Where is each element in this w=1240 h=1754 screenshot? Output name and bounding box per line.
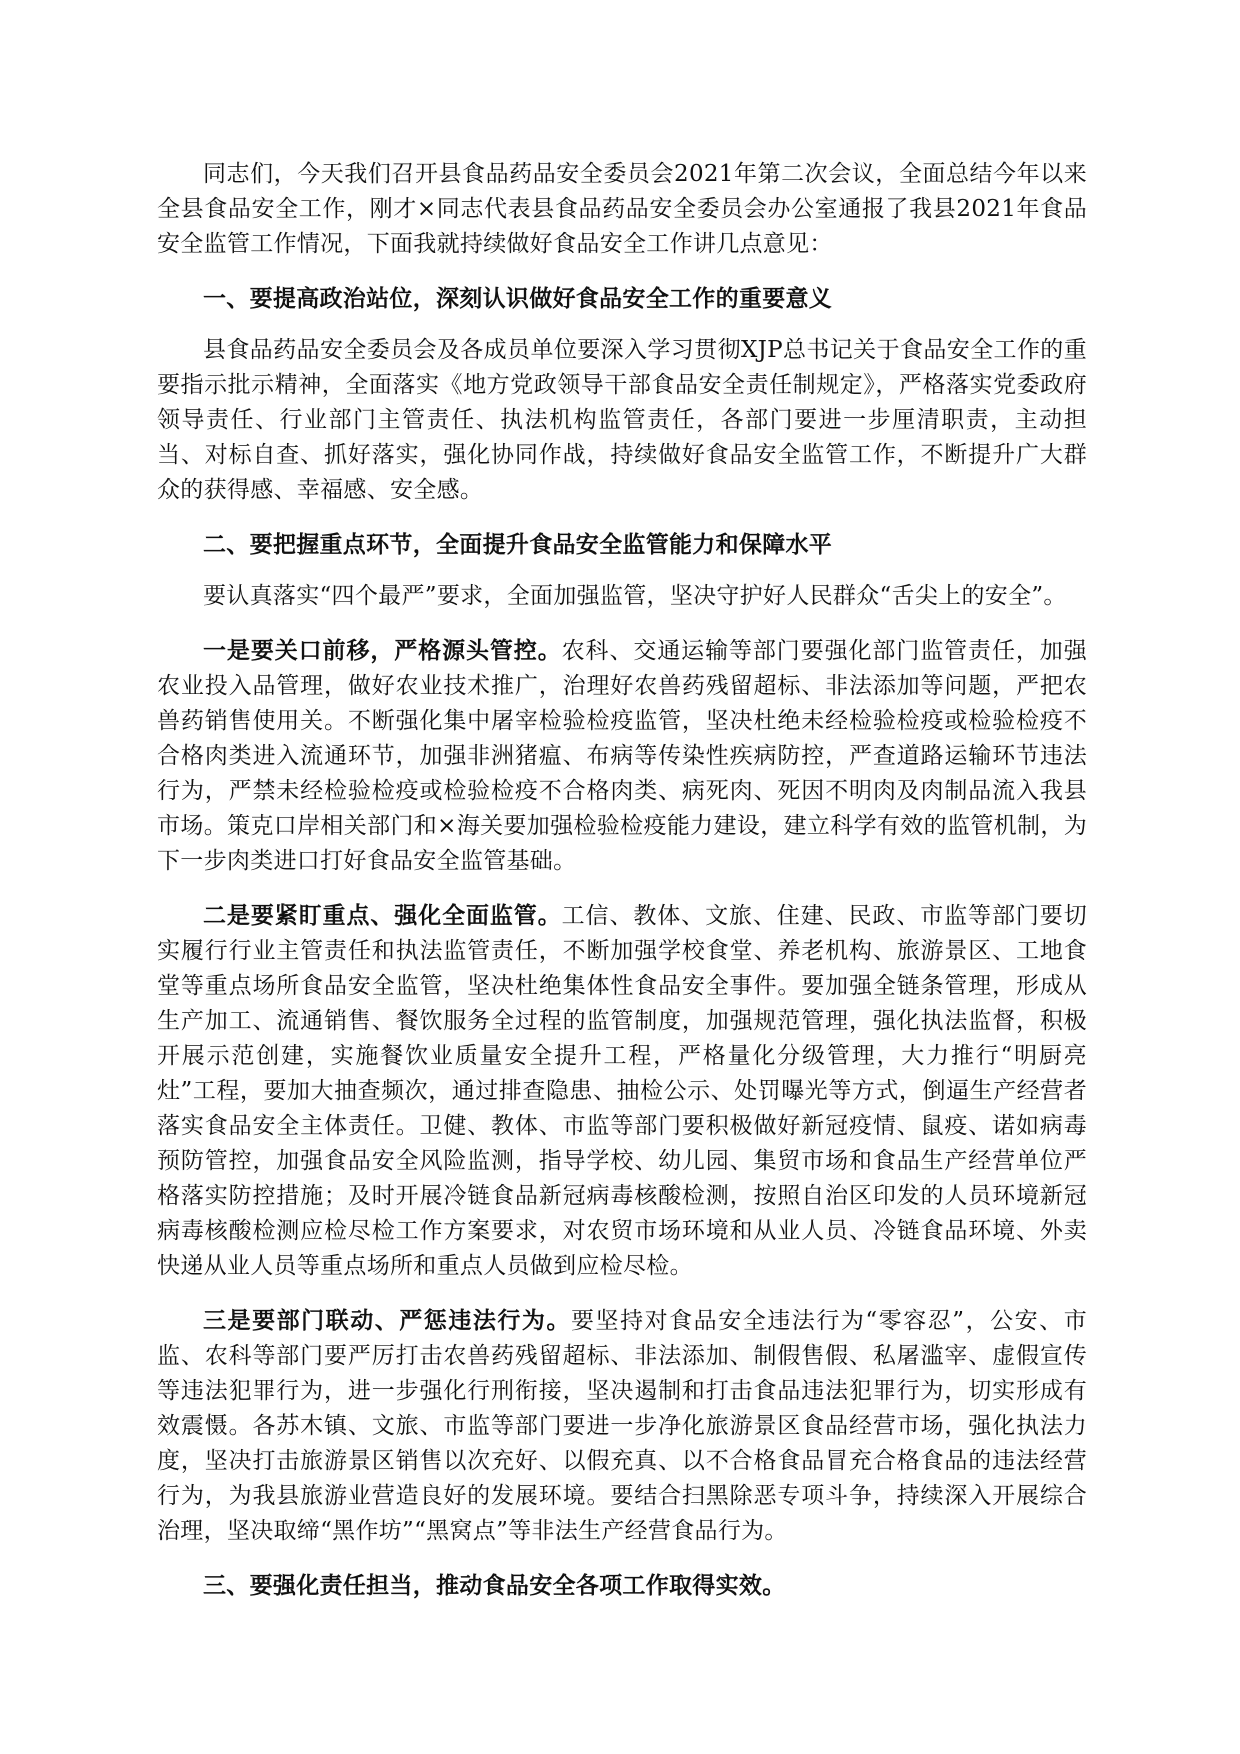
point-1-paragraph (157, 633, 1087, 879)
section-2-body: 要认真落实“四个最严”要求，全面加强监管，坚决守护好人民群众“舌尖上的安全”。 (203, 583, 1067, 609)
section-1-heading: 一、要提高政治站位，深刻认识做好食品安全工作的重要意义 (203, 285, 833, 312)
point-3-paragraph (157, 1303, 1087, 1549)
section-1-body: 县食品药品安全委员会及各成员单位要深入学习贯彻XJP总书记关于食品安全工作的重要指示批示精神，全面落实《地方党政领导干部食品安全责任制规定》，严格落实党委政府领导责任、行业部门主管责任、执法机构监管责任，各部门要进一步厘清职责，主动担当、对标自查、抓好落实，强化协同作战，持续做好食品安全监管工作，不断提升广大群众的获得感、幸福感、安全感。 (157, 337, 1087, 503)
section-2-heading: 二、要把握重点环节，全面提升食品安全监管能力和保障水平 (203, 531, 833, 558)
point-2-lead: 二是要紧盯重点、强化全面监管。 (203, 902, 562, 929)
section-3-heading: 三、要强化责任担当，推动食品安全各项工作取得实效。 (203, 1572, 786, 1599)
point-3-lead: 三是要部门联动、严惩违法行为。 (203, 1307, 571, 1334)
point-1-text: 农科、交通运输等部门要强化部门监管责任，加强农业投入品管理，做好农业技术推广，治理好农兽药残留超标、非法添加等问题，严把农兽药销售使用关。不断强化集中屠宰检验检疫监管，坚决杜绝未经检验检疫或检验检疫不合格肉类进入流通环节，加强非洲猪瘟、布病等传染性疾病防控，严查道路运输环节违法行为，严禁未经检验检疫或检验检疫不合格肉类、病死肉、死因不明肉及肉制品流入我县市场。策克口岸相关部门和×海关要加强检验检疫能力建设，建立科学有效的监管机制，为下一步肉类进口打好食品安全监管基础。 (157, 638, 1087, 874)
intro-paragraph: 同志们，今天我们召开县食品药品安全委员会2021年第二次会议，全面总结今年以来全县食品安全工作，刚才×同志代表县食品药品安全委员会办公室通报了我县2021年食品安全监管工作情况，下面我就持续做好食品安全工作讲几点意见： (157, 161, 1087, 257)
point-2-text: 工信、教体、文旅、住建、民政、市监等部门要切实履行行业主管责任和执法监管责任，不断加强学校食堂、养老机构、旅游景区、工地食堂等重点场所食品安全监管，坚决杜绝集体性食品安全事件。要加强全链条管理，形成从生产加工、流通销售、餐饮服务全过程的监管制度，加强规范管理，强化执法监督，积极开展示范创建，实施餐饮业质量安全提升工程，严格量化分级管理，大力推行“明厨亮灶”工程，要加大抽查频次，通过排查隐患、抽检公示、处罚曝光等方式，倒逼生产经营者落实食品安全主体责任。卫健、教体、市监等部门要积极做好新冠疫情、鼠疫、诺如病毒预防管控，加强食品安全风险监测，指导学校、幼儿园、集贸市场和食品生产经营单位严格落实防控措施；及时开展冷链食品新冠病毒核酸检测，按照自治区印发的人员环境新冠病毒核酸检测应检尽检工作方案要求，对农贸市场环境和从业人员、冷链食品环境、外卖快递从业人员等重点场所和重点人员做到应检尽检。 (157, 903, 1087, 1279)
point-1-lead: 一是要关口前移，严格源头管控。 (203, 637, 562, 664)
point-3-text: 要坚持对食品安全违法行为“零容忍”，公安、市监、农科等部门要严厉打击农兽药残留超标、非法添加、制假售假、私屠滥宰、虚假宣传等违法犯罪行为，进一步强化行刑衔接，坚决遏制和打击食品违法犯罪行为，切实形成有效震慑。各苏木镇、文旅、市监等部门要进一步净化旅游景区食品经营市场，强化执法力度，坚决打击旅游景区销售以次充好、以假充真、以不合格食品冒充合格食品的违法经营行为，为我县旅游业营造良好的发展环境。要结合扫黑除恶专项斗争，持续深入开展综合治理，坚决取缔“黑作坊”“黑窝点”等非法生产经营食品行为。 (157, 1308, 1088, 1544)
document-page (157, 157, 1087, 1620)
point-2-paragraph (157, 898, 1087, 1284)
